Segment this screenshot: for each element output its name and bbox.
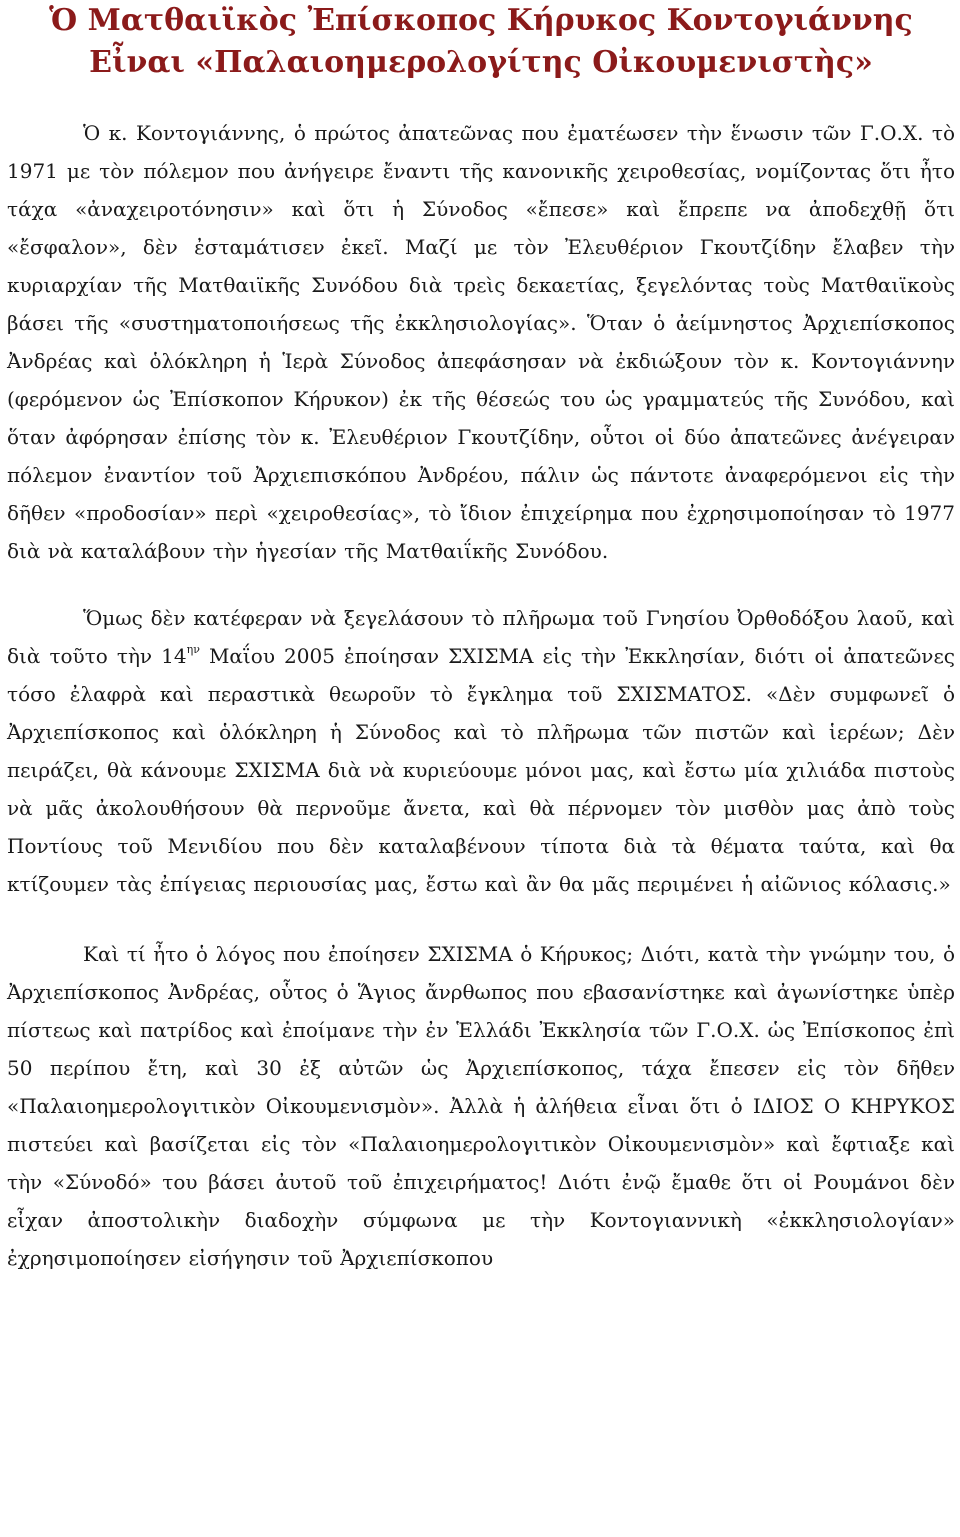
paragraph-1-text: Ὁ κ. Κοντογιάννης, ὁ πρώτος ἀπατεῶνας που ἐματέωσεν τὴν ἕνωσιν τῶν Γ.Ο.Χ. τὸ 1971 με τὸν πόλεμον που ἀνήγειρε ἔναντι τῆς κανονικῆς χειροθεσίας, νομίζοντας ὅτι ἦτο τάχα «ἀναχειροτόνησιν» καὶ ὅτι ἡ Σύνοδος «ἔπεσε» καὶ ἔπρεπε να ἀποδεχθῇ ὅτι «ἔσφαλον», δὲν ἐσταμάτισεν ἐκεῖ. Μαζί με τὸν Ἐλευθέριον Γκουτζίδην ἔλαβεν τὴν κυριαρχίαν τῆς Ματθαιϊκῆς Συνόδου διὰ τρεὶς δεκαετίας, ξεγελόντας τοὺς Ματθαιϊκοὺς βάσει τῆς «συστηματοποιήσεως τῆς ἐκκλησιολογίας». Ὅταν ὁ ἀείμνηστος Ἀρχιεπίσκοπος Ἀνδρέας καὶ ὁλόκληρη ἡ Ἱερὰ Σύνοδος ἀπεφάσησαν νὰ ἐκδιώξουν τὸν κ. Κοντογιάννην (φερόμενον ὡς Ἐπίσκοπον Κήρυκον) ἐκ τῆς θέσεώς του ὡς γραμματεύς τῆς Συνόδου, καὶ ὅταν ἀφόρησαν ἐπίσης τὸν κ. Ἐλευθέριον Γκουτζίδην, οὗτοι οἱ δύο ἀπατεῶνες ἀνέγειραν πόλεμον ἐναντίον τοῦ Ἀρχιεπισκόπου Ἀνδρέου, πάλιν ὡς πάντοτε ἀναφερόμενοι εἰς τὴν δῆθεν «προδοσίαν» περὶ «χειροθεσίας», τὸ ἴδιον ἐπιχείρημα που ἐχρησιμοποίησαν τὸ 1977 διὰ νὰ καταλάβουν τὴν ἡγεσίαν τῆς Ματθαιΐκῆς Συνόδου.: [7, 121, 955, 563]
paragraph-3-text: Καὶ τί ἦτο ὁ λόγος που ἐποίησεν ΣΧΙΣΜΑ ὁ Κήρυκος; Διότι, κατὰ τὴν γνώμην του, ὁ Ἀρχιεπίσκοπος Ἀνδρέας, οὗτος ὁ Ἅγιος ἄνρθωπος που εβασανίστηκε καὶ ἀγωνίστηκε ὑπὲρ πίστεως καὶ πατρίδος καὶ ἐποίμανε τὴν ἐν Ἑλλάδι Ἐκκλησία τῶν Γ.Ο.Χ. ὡς Ἐπίσκοπος ἐπὶ 50 περίπου ἔτη, καὶ 30 ἐξ αὐτῶν ὡς Ἀρχιεπίσκοπος, τάχα ἔπεσεν εἰς τὸν δῆθεν «Παλαιοημερολογιτικὸν Οἰκουμενισμὸν». Ἀλλὰ ἡ ἀλήθεια εἶναι ὅτι ὁ ΙΔΙΟΣ Ο ΚΗΡΥΚΟΣ πιστεύει καὶ βασίζεται εἰς τὸν «Παλαιοημερολογιτικὸν Οἰκουμενισμὸν» καὶ ἔφτιαξε καὶ τὴν «Σύνοδό» του βάσει ἀυτοῦ τοῦ ἐπιχειρήματος! Διότι ἐνῷ ἔμαθε ὅτι οἱ Ρουμάνοι δὲν εἶχαν ἀποστολικὴν διαδοχὴν σύμφωνα με τὴν Κοντογιαννικὴ «ἐκκλησιολογίαν» ἐχρησιμοποίησεν εἰσήγησιν τοῦ Ἀρχιεπίσκοπου: [7, 942, 955, 1270]
paragraph-1: [7, 114, 955, 570]
paragraph-2-text-end: Μαΐου 2005 ἐποίησαν ΣΧΙΣΜΑ εἰς τὴν Ἐκκλησίαν, διότι οἱ ἀπατεῶνες τόσο ἐλαφρὰ καὶ περαστικὰ θεωροῦν τὸ ἔγκλημα τοῦ ΣΧΙΣΜΑΤΟΣ. «Δὲν συμφωνεῖ ὁ Ἀρχιεπίσκοπος καὶ ὁλόκληρη ἡ Σύνοδος καὶ τὸ πλῆρωμα τῶν πιστῶν καὶ ἱερέων; Δὲν πειράζει, θὰ κάνουμε ΣΧΙΣΜΑ διὰ νὰ κυριεύουμε μόνοι μας, καὶ ἔστω μία χιλιάδα πιστοὺς νὰ μᾶς ἀκολουθήσουν θὰ περνοῦμε ἄνετα, καὶ θὰ πέρνομεν τὸν μισθὸν μας ἀπὸ τοὺς Ποντίους τοῦ Μενιδίου που δὲν καταλαβένουν τίποτα διὰ τὰ θέματα ταύτα, καὶ θα κτίζουμεν τὰς ἐπίγειας περιουσίας μας, ἔστω καὶ ἂν θα μᾶς περιμένει ἡ αἰῶνιος κόλασις.»: [7, 644, 956, 896]
page-title: [7, 0, 955, 84]
paragraph-3: [7, 935, 955, 1277]
title-line-2: Εἶναι «Παλαιοημερολογίτης Οἰκουμενιστὴς»: [89, 45, 873, 80]
title-line-1: Ὁ Ματθαιϊκὸς Ἐπίσκοπος Κήρυκος Κοντογιάννης: [49, 3, 913, 38]
paragraph-2: [7, 599, 955, 903]
document-page: [7, 0, 955, 1277]
paragraph-2-text-start: Ὅμως δὲν κατέφεραν νὰ ξεγελάσουν τὸ πλῆρωμα τοῦ Γνησίου Ὀρθοδόξου λαοῦ, καὶ διὰ τοῦτο τὴν 14: [7, 606, 955, 668]
ordinal-superscript: ην: [186, 643, 200, 657]
